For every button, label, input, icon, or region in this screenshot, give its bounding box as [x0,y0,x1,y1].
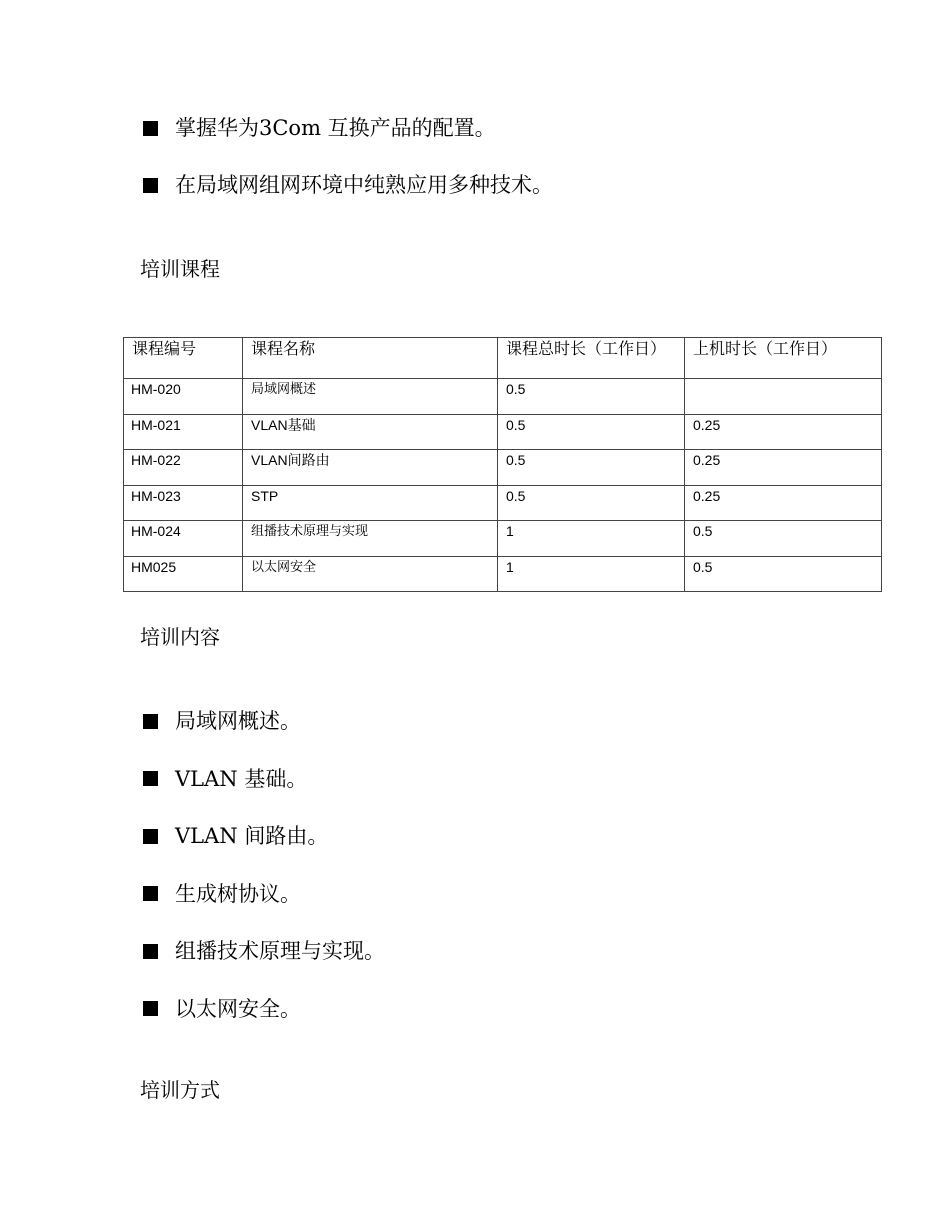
cell-code: HM-021 [124,414,243,450]
list-item [143,822,385,850]
square-bullet-icon [143,1001,158,1016]
list-item-text: 掌握华为3Com 互换产品的配置。 [175,116,496,140]
square-bullet-icon [143,121,158,136]
list-item-text: VLAN 基础。 [175,766,308,791]
list-item [143,880,385,908]
table-header-row [124,338,882,379]
cell-code: HM-023 [124,485,243,521]
cell-name: 局域网概述 [243,379,498,415]
list-item-text: 在局域网组网环境中纯熟应用多种技术。 [175,173,553,197]
square-bullet-icon [143,829,158,844]
list-item [143,707,385,735]
section-heading-course: 培训课程 [140,257,220,281]
square-bullet-icon [143,771,158,786]
table-row [124,521,882,557]
list-item-text: 以太网安全。 [175,996,301,1021]
list-item [143,937,385,965]
list-item [143,171,553,199]
cell-name: 以太网安全 [243,556,498,592]
cell-total: 0.5 [498,485,685,521]
cell-lab [685,379,882,415]
square-bullet-icon [143,714,158,729]
list-item [143,765,385,793]
table-row [124,485,882,521]
objectives-list [143,114,553,228]
course-table [123,337,882,592]
cell-total: 0.5 [498,379,685,415]
table-row [124,379,882,415]
table-row [124,556,882,592]
cell-code: HM025 [124,556,243,592]
cell-name: STP [243,485,498,521]
section-heading-method: 培训方式 [140,1078,220,1102]
square-bullet-icon [143,178,158,193]
header-course-name: 课程名称 [243,338,498,379]
square-bullet-icon [143,886,158,901]
header-total-duration: 课程总时长（工作日） [498,338,685,379]
cell-lab: 0.5 [685,521,882,557]
cell-name: VLAN基础 [243,414,498,450]
cell-lab: 0.25 [685,414,882,450]
cell-total: 0.5 [498,414,685,450]
cell-code: HM-024 [124,521,243,557]
cell-lab: 0.25 [685,485,882,521]
cell-lab: 0.25 [685,450,882,486]
square-bullet-icon [143,944,158,959]
section-heading-content: 培训内容 [140,625,220,649]
header-course-code: 课程编号 [124,338,243,379]
cell-total: 0.5 [498,450,685,486]
table-row [124,414,882,450]
list-item [143,995,385,1023]
header-lab-duration: 上机时长（工作日） [685,338,882,379]
content-list [143,707,385,1052]
cell-total: 1 [498,521,685,557]
cell-name: VLAN间路由 [243,450,498,486]
cell-name: 组播技术原理与实现 [243,521,498,557]
list-item-text: 组播技术原理与实现。 [175,939,385,963]
cell-code: HM-020 [124,379,243,415]
cell-code: HM-022 [124,450,243,486]
list-item [143,114,553,142]
list-item-text: 局域网概述。 [175,709,301,733]
list-item-text: 生成树协议。 [175,881,301,906]
list-item-text: VLAN 间路由。 [175,824,329,848]
cell-lab: 0.5 [685,556,882,592]
table-row [124,450,882,486]
cell-total: 1 [498,556,685,592]
